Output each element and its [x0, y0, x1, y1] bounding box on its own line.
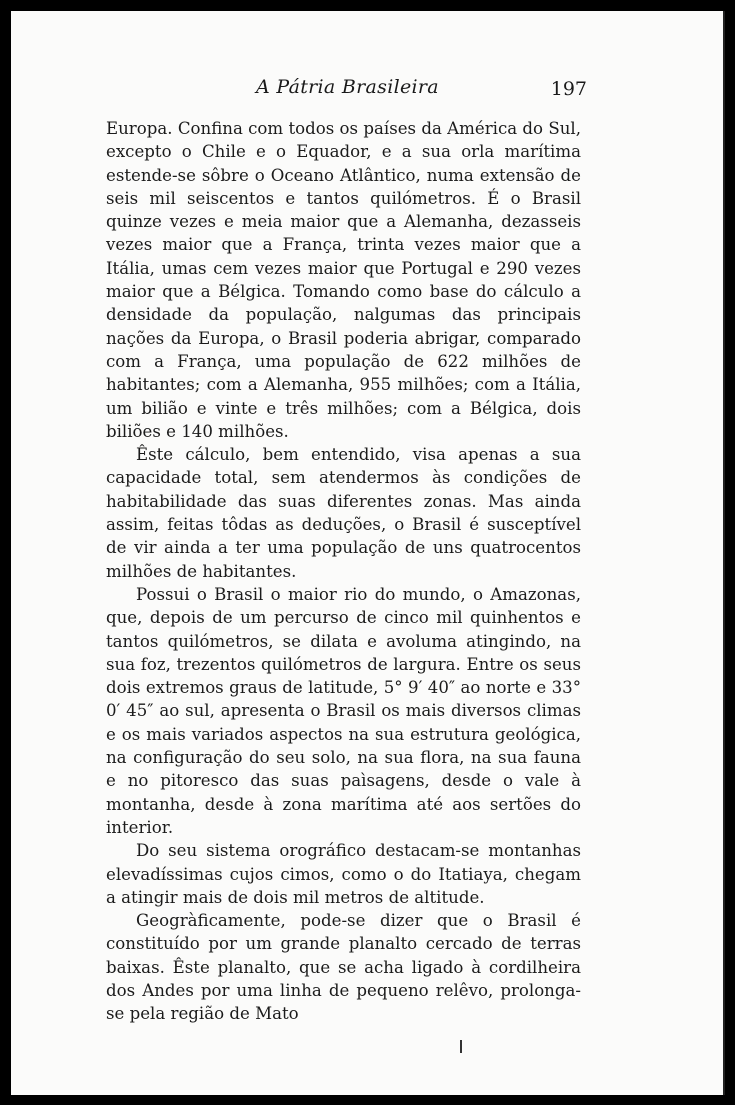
paragraph-4: Do seu sistema orográfico destacam-se montanhas elevadíssimas cujos cimos, como o do Itatiaya, chegam a atingir mais de dois mil metros de altitude.: [106, 841, 581, 907]
printer-mark: [460, 1040, 462, 1053]
body-text: [106, 117, 581, 1026]
book-page: [11, 11, 725, 1095]
paragraph-5: Geogràficamente, pode-se dizer que o Brasil é constituído por um grande planalto cercado de terras baixas. Êste planalto, que se acha ligado à cordilheira dos Andes por uma linha de pequeno relêvo, prolonga-se pela região de Mato: [106, 911, 581, 1024]
paragraph-1: Europa. Confina com todos os países da América do Sul, excepto o Chile e o Equador, e a sua orla marítima estende-se sôbre o Oceano Atlântico, numa extensão de seis mil seiscentos e tantos quilómetros. É o Brasil quinze vezes e meia maior que a Alemanha, dezasseis vezes maior que a França, trinta vezes maior que a Itália, umas cem vezes maior que Portugal e 290 vezes maior que a Bélgica. Tomando como base do cálculo a densidade da população, nalgumas das principais nações da Europa, o Brasil poderia abrigar, comparado com a França, uma população de 622 milhões de habitantes; com a Alemanha, 955 milhões; com a Itália, um bilião e vinte e três milhões; com a Bélgica, dois biliões e 140 milhões.: [106, 119, 581, 441]
paragraph-3: Possui o Brasil o maior rio do mundo, o Amazonas, que, depois de um percurso de cinco mil quinhentos e tantos quilómetros, se dilata e avoluma atingindo, na sua foz, trezentos quilómetros de largura. Entre os seus dois extremos graus de latitude, 5° 9′ 40″ ao norte e 33° 0′ 45″ ao sul, apresenta o Brasil os mais diversos climas e os mais variados aspectos na sua estrutura geológica, na configuração do seu solo, na sua flora, na sua fauna e no pitoresco das suas paìsagens, desde o vale à montanha, desde à zona marítima até aos sertões do interior.: [106, 584, 581, 837]
page-header: [11, 76, 723, 106]
running-title: A Pátria Brasileira: [256, 76, 439, 98]
page-number: 197: [550, 78, 587, 100]
paragraph-2: Êste cálculo, bem entendido, visa apenas a sua capacidade total, sem atendermos às condições de habitabilidade das suas diferentes zonas. Mas ainda assim, feitas tôdas as deduções, o Brasil é susceptível de vir ainda a ter uma população de uns quatrocentos milhões de habitantes.: [106, 445, 581, 581]
